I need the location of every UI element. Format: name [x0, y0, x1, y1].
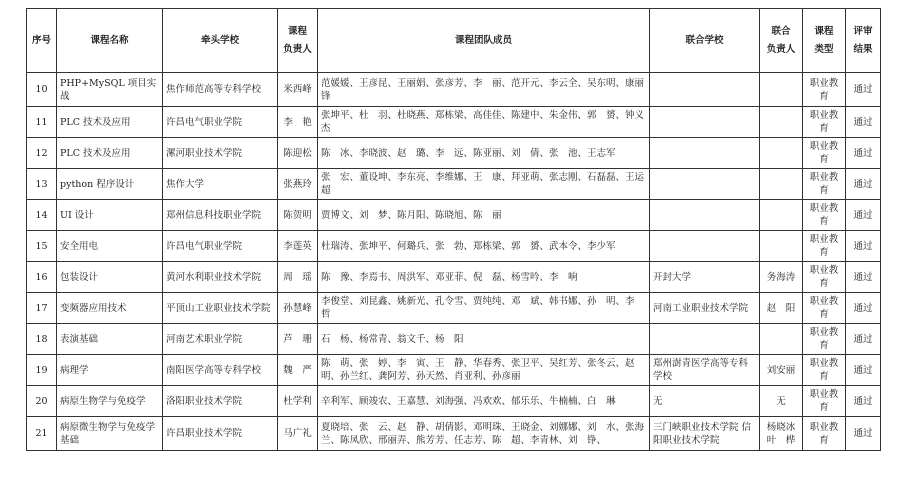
table-row: [27, 355, 881, 386]
cell-joint-lead: [760, 200, 803, 231]
cell-members: 夏晓培、张 云、赵 静、胡倩影、邓明珠、王晓金、刘娜娜、刘 水、张海兰、陈凤欣、邢丽弄、熊芳芳、任志芳、陈 超、李青林、刘 铮、: [318, 417, 650, 451]
cell-joint-school: 河南工业职业技术学院: [650, 293, 760, 324]
cell-joint-lead: [760, 107, 803, 138]
header-course-lead-line2: 负责人: [283, 43, 312, 55]
cell-lead: 李 艳: [278, 107, 318, 138]
cell-type: 职业教育: [803, 169, 846, 200]
cell-course: 病理学: [57, 355, 163, 386]
cell-lead: 杜学利: [278, 386, 318, 417]
cell-type: 职业教育: [803, 138, 846, 169]
cell-result: 通过: [846, 200, 881, 231]
header-joint-lead-line2: 负责人: [766, 43, 796, 55]
cell-members: 陈 冰、李晓波、赵 璐、李 远、陈亚丽、刘 倩、张 池、王志军: [318, 138, 650, 169]
header-joint-school: 联合学校: [650, 9, 760, 73]
table-row: [27, 324, 881, 355]
cell-school: 许昌电气职业学院: [163, 231, 278, 262]
cell-joint-school: [650, 73, 760, 107]
cell-joint-school: 开封大学: [650, 262, 760, 293]
table-row: [27, 169, 881, 200]
cell-result: 通过: [846, 107, 881, 138]
cell-type: 职业教育: [803, 386, 846, 417]
cell-joint-school: [650, 200, 760, 231]
header-course-type: [803, 9, 846, 73]
cell-school: 河南艺术职业学院: [163, 324, 278, 355]
cell-school: 南阳医学高等专科学校: [163, 355, 278, 386]
cell-course: PLC 技术及应用: [57, 107, 163, 138]
cell-course: python 程序设计: [57, 169, 163, 200]
cell-course: PHP+MySQL 项目实战: [57, 73, 163, 107]
cell-type: 职业教育: [803, 262, 846, 293]
header-course-name: 课程名称: [57, 9, 163, 73]
cell-joint-lead: 无: [760, 386, 803, 417]
cell-course: PLC 技术及应用: [57, 138, 163, 169]
cell-type: 职业教育: [803, 324, 846, 355]
cell-course: 病原微生物学与免疫学基础: [57, 417, 163, 451]
cell-school: 漯河职业技术学院: [163, 138, 278, 169]
table-row: [27, 417, 881, 451]
cell-index: 17: [27, 293, 57, 324]
cell-joint-school: [650, 169, 760, 200]
cell-index: 13: [27, 169, 57, 200]
cell-course: UI 设计: [57, 200, 163, 231]
cell-result: 通过: [846, 169, 881, 200]
cell-lead: 芦 珊: [278, 324, 318, 355]
table-row: [27, 200, 881, 231]
table-row: [27, 73, 881, 107]
cell-lead: 张燕玲: [278, 169, 318, 200]
cell-school: 许昌电气职业学院: [163, 107, 278, 138]
cell-type: 职业教育: [803, 355, 846, 386]
cell-joint-school: [650, 324, 760, 355]
cell-members: 石 杨、杨常青、翁文千、杨 阳: [318, 324, 650, 355]
cell-members: 张 宏、董设坤、李东亮、李维娜、王 康、拜亚萌、张志刚、石磊磊、王运超: [318, 169, 650, 200]
cell-lead: 周 瑶: [278, 262, 318, 293]
cell-result: 通过: [846, 138, 881, 169]
cell-index: 14: [27, 200, 57, 231]
header-result-line2: 结果: [853, 43, 873, 55]
cell-course: 安全用电: [57, 231, 163, 262]
header-course-type-line1: 课程: [814, 25, 834, 37]
cell-joint-school: [650, 231, 760, 262]
cell-school: 郑州信息科技职业学院: [163, 200, 278, 231]
header-course-type-line2: 类型: [814, 43, 834, 55]
cell-joint-lead: 赵 阳: [760, 293, 803, 324]
header-joint-lead: [760, 9, 803, 73]
cell-course: 病原生物学与免疫学: [57, 386, 163, 417]
cell-result: 通过: [846, 355, 881, 386]
cell-members: 范媛媛、王彦昆、王丽娟、张彦芳、李 丽、范开元、李云全、吴东明、康丽锋: [318, 73, 650, 107]
cell-school: 许昌职业技术学院: [163, 417, 278, 451]
cell-index: 21: [27, 417, 57, 451]
cell-lead: 孙慧峰: [278, 293, 318, 324]
table-row: [27, 386, 881, 417]
cell-result: 通过: [846, 293, 881, 324]
cell-members: 陈 豫、李焉韦、周洪军、邓亚菲、倪 磊、杨雪吟、李 响: [318, 262, 650, 293]
header-result-line1: 评审: [853, 25, 873, 37]
cell-course: 包装设计: [57, 262, 163, 293]
header-result: [846, 9, 881, 73]
table-row: [27, 107, 881, 138]
cell-joint-lead: [760, 138, 803, 169]
header-row: [27, 9, 881, 73]
cell-index: 15: [27, 231, 57, 262]
cell-joint-lead: 刘安丽: [760, 355, 803, 386]
table-row: [27, 231, 881, 262]
cell-lead: 米西峰: [278, 73, 318, 107]
header-course-lead-line1: 课程: [287, 25, 307, 37]
cell-school: 焦作大学: [163, 169, 278, 200]
cell-type: 职业教育: [803, 231, 846, 262]
cell-index: 12: [27, 138, 57, 169]
cell-index: 19: [27, 355, 57, 386]
cell-members: 杜瑞涛、张坤平、何璐兵、张 勃、郑栋梁、郭 赟、武本令、李少军: [318, 231, 650, 262]
cell-index: 11: [27, 107, 57, 138]
cell-lead: 陈迎松: [278, 138, 318, 169]
cell-school: 黄河水利职业技术学院: [163, 262, 278, 293]
cell-lead: 陈贺明: [278, 200, 318, 231]
cell-members: 辛利军、顾竣农、王嘉慧、刘海强、冯欢欢、郁乐乐、牛楠楠、白 琳: [318, 386, 650, 417]
cell-joint-school: [650, 107, 760, 138]
cell-result: 通过: [846, 231, 881, 262]
cell-index: 16: [27, 262, 57, 293]
cell-course: 表演基础: [57, 324, 163, 355]
cell-result: 通过: [846, 262, 881, 293]
header-team-members: 课程团队成员: [318, 9, 650, 73]
cell-members: 贾博文、刘 梦、陈月阳、陈晓旭、陈 丽: [318, 200, 650, 231]
cell-joint-school: 三门峡职业技术学院 信阳职业技术学院: [650, 417, 760, 451]
cell-joint-lead: 杨晓冰 叶 桦: [760, 417, 803, 451]
cell-result: 通过: [846, 73, 881, 107]
cell-result: 通过: [846, 417, 881, 451]
cell-lead: 李莲英: [278, 231, 318, 262]
cell-lead: 魏 严: [278, 355, 318, 386]
cell-joint-lead: [760, 73, 803, 107]
cell-joint-school: [650, 138, 760, 169]
cell-index: 20: [27, 386, 57, 417]
cell-type: 职业教育: [803, 107, 846, 138]
cell-joint-lead: 务海涛: [760, 262, 803, 293]
cell-joint-lead: [760, 324, 803, 355]
header-index: 序号: [27, 9, 57, 73]
cell-result: 通过: [846, 324, 881, 355]
cell-index: 10: [27, 73, 57, 107]
cell-index: 18: [27, 324, 57, 355]
cell-school: 焦作师范高等专科学校: [163, 73, 278, 107]
cell-type: 职业教育: [803, 417, 846, 451]
header-lead-school: 牵头学校: [163, 9, 278, 73]
header-joint-lead-line1: 联合: [771, 25, 791, 37]
cell-result: 通过: [846, 386, 881, 417]
cell-course: 变频器应用技术: [57, 293, 163, 324]
cell-type: 职业教育: [803, 293, 846, 324]
cell-joint-lead: [760, 169, 803, 200]
cell-lead: 马广礼: [278, 417, 318, 451]
table-row: [27, 293, 881, 324]
table-row: [27, 262, 881, 293]
cell-type: 职业教育: [803, 73, 846, 107]
cell-members: 张坤平、杜 羽、杜晓燕、郑栋梁、高佳佳、陈建中、朱金伟、郭 赟、钟义杰: [318, 107, 650, 138]
cell-members: 陈 萌、张 婷、李 寅、王 静、华春秀、张卫平、吴红芳、张冬云、赵 明、孙兰红、龚阿芳、孙天然、肖亚利、孙彦丽: [318, 355, 650, 386]
table-row: [27, 138, 881, 169]
cell-school: 洛阳职业技术学院: [163, 386, 278, 417]
cell-joint-school: 郑州澍青医学高等专科学校: [650, 355, 760, 386]
cell-school: 平顶山工业职业技术学院: [163, 293, 278, 324]
cell-members: 李俊堂、刘昆鑫、姚新光、孔令雪、贾纯纯、邓 斌、韩书娜、孙 明、李 哲: [318, 293, 650, 324]
header-course-lead: [278, 9, 318, 73]
course-table: [26, 8, 881, 451]
cell-type: 职业教育: [803, 200, 846, 231]
cell-joint-school: 无: [650, 386, 760, 417]
cell-joint-lead: [760, 231, 803, 262]
